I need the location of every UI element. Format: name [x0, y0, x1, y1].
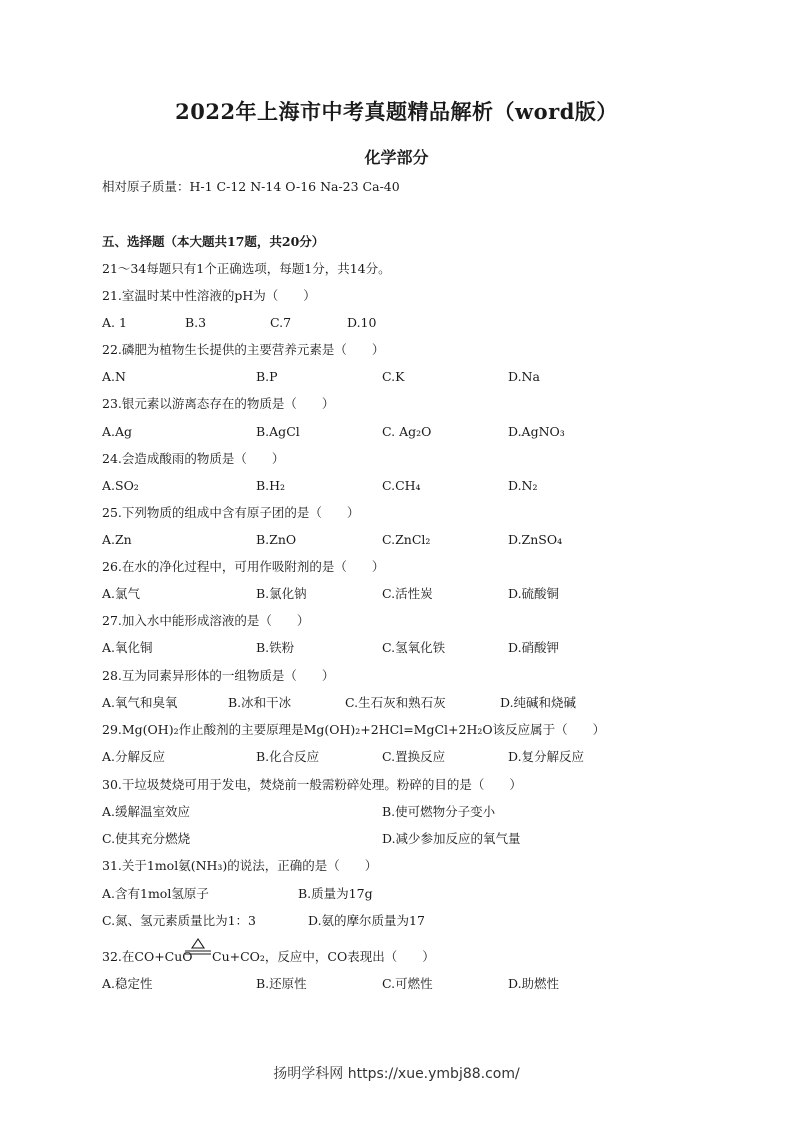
- option-b: B.冰和干冰: [228, 695, 292, 710]
- option-c: C.置换反应: [382, 749, 446, 764]
- option-a: A.氯气: [102, 586, 141, 601]
- atomic-mass-line: 相对原子质量：H-1 C-12 N-14 O-16 Na-23 Ca-40: [102, 179, 400, 194]
- option-a: A.分解反应: [102, 749, 166, 764]
- question-stem: 25.下列物质的组成中含有原子团的是（ ）: [102, 505, 360, 520]
- option-b: B.ZnO: [256, 532, 297, 547]
- section-header: 五、选择题（本大题共17题，共20分）: [102, 234, 325, 249]
- question-stem: 23.银元素以游离态存在的物质是（ ）: [102, 396, 335, 411]
- question-stem: 27.加入水中能形成溶液的是（ ）: [102, 613, 310, 628]
- option-d: D.减少参加反应的氧气量: [382, 831, 521, 846]
- option-d: D.Na: [508, 369, 540, 384]
- option-b: B.氯化钠: [256, 586, 307, 601]
- option-c: C.CH₄: [382, 478, 421, 493]
- option-c: C.生石灰和熟石灰: [345, 695, 446, 710]
- option-d: D.纯碱和烧碱: [500, 695, 577, 710]
- option-c: C.活性炭: [382, 586, 433, 601]
- option-c: C.氮、氢元素质量比为1：3: [102, 913, 256, 928]
- option-d: D.AgNO₃: [508, 424, 565, 439]
- option-c: C.可燃性: [382, 976, 433, 991]
- question-stem-suffix: Cu+CO₂，反应中，CO表现出（ ）: [212, 949, 435, 964]
- footer-watermark: 扬明学科网 https://xue.ymbj88.com/: [273, 1066, 520, 1082]
- option-b: B.还原性: [256, 976, 307, 991]
- option-d: D.助燃性: [508, 976, 560, 991]
- option-b: B.H₂: [256, 478, 286, 493]
- option-a: A.Zn: [102, 532, 132, 547]
- option-a: A. 1: [102, 315, 127, 330]
- option-c: C.7: [270, 315, 292, 330]
- heating-equals-icon: [184, 938, 212, 960]
- option-c: C.使其充分燃烧: [102, 831, 191, 846]
- option-c: C. Ag₂O: [382, 424, 432, 439]
- page-title: 2022年上海市中考真题精品解析（word版）: [175, 99, 618, 124]
- option-d: D.复分解反应: [508, 749, 585, 764]
- question-stem: 29.Mg(OH)₂作止酸剂的主要原理是Mg(OH)₂+2HCl=MgCl+2H₂O该反应属于（ ）: [102, 722, 606, 737]
- option-c: C.ZnCl₂: [382, 532, 431, 547]
- option-d: D.硝酸钾: [508, 640, 560, 655]
- question-stem: 22.磷肥为植物生长提供的主要营养元素是（ ）: [102, 342, 385, 357]
- option-a: A.氧化铜: [102, 640, 153, 655]
- option-d: D.ZnSO₄: [508, 532, 563, 547]
- option-c: C.K: [382, 369, 405, 384]
- question-stem: 31.关于1mol氨(NH₃)的说法，正确的是（ ）: [102, 858, 378, 873]
- section-note: 21～34每题只有1个正确选项，每题1分，共14分。: [102, 261, 391, 276]
- option-b: B.质量为17g: [298, 886, 373, 901]
- page-subtitle: 化学部分: [364, 148, 429, 167]
- option-a: A.氧气和臭氧: [102, 695, 178, 710]
- option-d: D.硫酸铜: [508, 586, 560, 601]
- question-stem-prefix: 32.在CO+CuO: [102, 949, 193, 964]
- option-b: B.铁粉: [256, 640, 295, 655]
- option-d: D.10: [347, 315, 377, 330]
- option-a: A.稳定性: [102, 976, 153, 991]
- option-a: A.Ag: [102, 424, 133, 439]
- option-b: B.化合反应: [256, 749, 320, 764]
- option-b: B.3: [185, 315, 207, 330]
- option-a: A.缓解温室效应: [102, 804, 191, 819]
- question-stem: 28.互为同素异形体的一组物质是（ ）: [102, 668, 335, 683]
- question-stem: 30.干垃圾焚烧可用于发电，焚烧前一般需粉碎处理。粉碎的目的是（ ）: [102, 777, 522, 792]
- option-c: C.氢氧化铁: [382, 640, 446, 655]
- option-b: B.使可燃物分子变小: [382, 804, 496, 819]
- option-a: A.SO₂: [102, 478, 139, 493]
- question-stem: 26.在水的净化过程中，可用作吸附剂的是（ ）: [102, 559, 385, 574]
- option-d: D.氨的摩尔质量为17: [308, 913, 425, 928]
- option-a: A.N: [102, 369, 126, 384]
- option-a: A.含有1mol氢原子: [102, 886, 209, 901]
- option-b: B.AgCl: [256, 424, 300, 439]
- question-stem: 24.会造成酸雨的物质是（ ）: [102, 451, 285, 466]
- option-d: D.N₂: [508, 478, 538, 493]
- question-stem: 21.室温时某中性溶液的pH为（ ）: [102, 288, 316, 303]
- option-b: B.P: [256, 369, 278, 384]
